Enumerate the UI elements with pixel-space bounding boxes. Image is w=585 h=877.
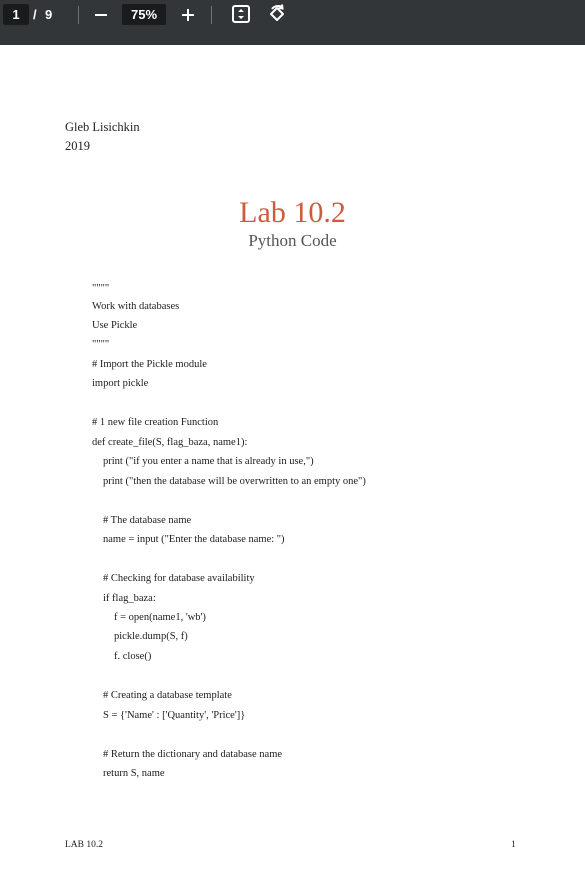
rotate-button[interactable] [266,3,288,25]
page-footer-title: LAB 10.2 [65,840,103,850]
toolbar-divider [78,6,79,24]
code-line: Use Pickle [92,320,138,331]
code-line: """" [92,339,110,350]
code-line: # 1 new file creation Function [92,417,219,428]
code-line: print ("if you enter a name that is already in use,") [103,456,314,467]
fit-to-page-button[interactable] [230,3,252,25]
code-line: f = open(name1, 'wb') [114,612,206,623]
fit-to-page-icon [230,3,252,25]
code-line: S = {'Name' : ['Quantity', 'Price']} [103,710,246,721]
code-line: # Return the dictionary and database name [103,749,283,760]
page-number-input[interactable]: 1 [3,4,29,25]
code-line: Work with databases [92,301,180,312]
document-year: 2019 [65,139,90,153]
document-title: Lab 10.2 [239,196,346,229]
page-footer-number: 1 [511,840,516,850]
toolbar-divider [211,6,212,24]
page-separator: / [33,7,37,22]
code-line: # Import the Pickle module [92,359,207,370]
pdf-toolbar [0,0,585,45]
code-line: pickle.dump(S, f) [114,631,188,642]
zoom-in-button[interactable] [178,4,198,25]
rotate-icon [266,3,288,25]
code-line: # The database name [103,515,192,526]
code-line: print ("then the database will be overwritten to an empty one") [103,476,366,487]
code-line: name = input ("Enter the database name: ") [103,534,285,545]
code-line: """" [92,283,110,294]
zoom-out-button[interactable] [91,4,111,25]
code-line: if flag_baza: [103,593,156,604]
code-line: # Creating a database template [103,690,232,701]
code-line: def create_file(S, flag_baza, name1): [92,437,248,448]
author-name: Gleb Lisichkin [65,120,140,134]
code-line: import pickle [92,378,149,389]
zoom-level-input[interactable]: 75% [122,4,166,25]
code-line: return S, name [103,768,165,779]
code-line: # Checking for database availability [103,573,255,584]
document-subtitle: Python Code [248,231,337,250]
total-pages: 9 [45,7,53,22]
code-line: f. close() [114,651,152,662]
